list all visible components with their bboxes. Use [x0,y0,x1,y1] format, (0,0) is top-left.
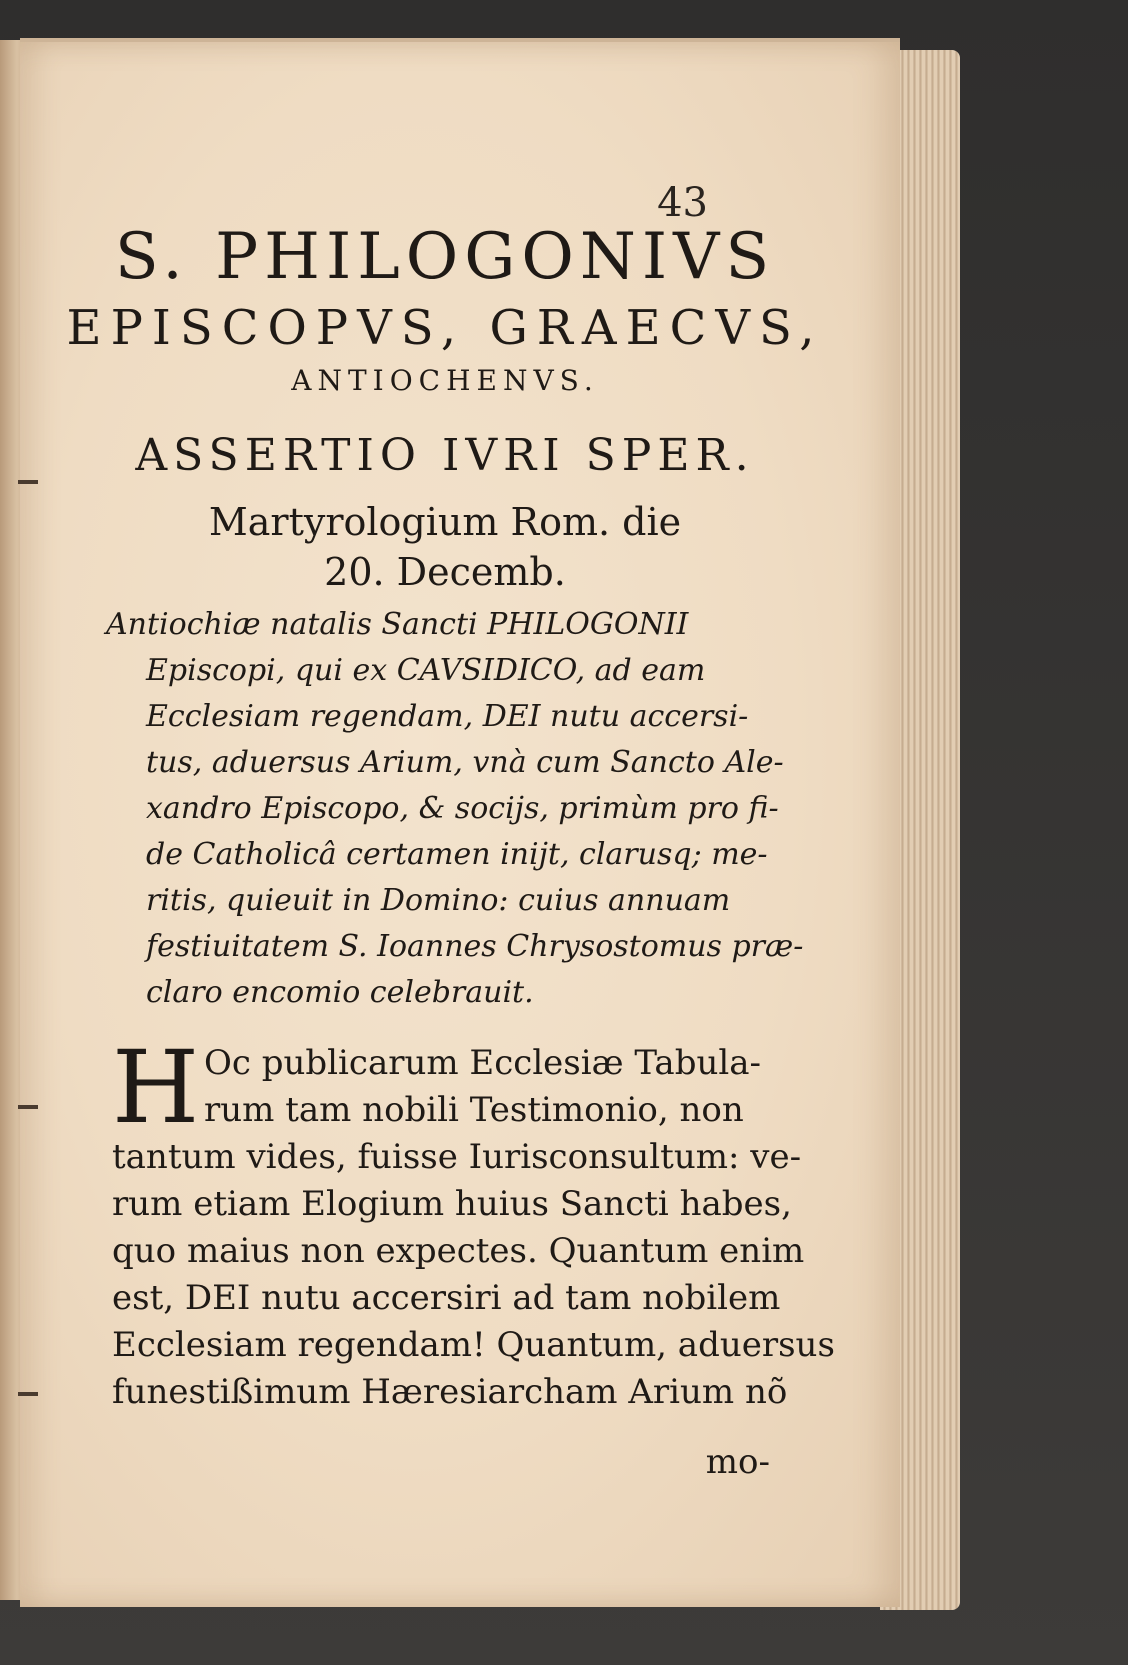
martyrology-quote [106,602,846,1016]
body-line: est, DEI nutu accersiri ad tam nobilem [112,1278,781,1318]
catchword: mo- [705,1442,770,1482]
quote-line: festiuitatem S. Ioannes Chrysostomus præ- [146,929,804,964]
book-page [20,38,900,1607]
title-line-2: EPISCOPVS, GRAECVS, [66,300,824,356]
quote-line: Ecclesiam regendam, DEI nutu accersi- [146,699,749,734]
quote-line: claro encomio celebrauit. [146,975,534,1010]
body-line: rum tam nobili Testimonio, non [204,1090,744,1130]
body-line: Oc publicarum Ecclesiæ Tabula- [204,1043,761,1083]
quote-line: de Catholicâ certamen inijt, clarusq; me- [146,837,768,872]
source-line-1: Martyrologium Rom. die [208,500,682,544]
body-line: quo maius non expectes. Quantum enim [112,1231,805,1271]
body-line: tantum vides, fuisse Iurisconsultum: ve- [112,1137,802,1177]
body-line: Ecclesiam regendam! Quantum, aduersus [112,1325,835,1365]
title-line-3: ANTIOCHENVS. [291,364,599,397]
title-line-1: S. PHILOGONIVS [114,220,776,294]
quote-line: Episcopi, qui ex CAVSIDICO, ad eam [146,653,706,688]
section-heading: ASSERTIO IVRI SPER. [135,430,755,481]
quote-line: Antiochiæ natalis Sancti PHILOGONII [106,607,689,642]
body-line: rum etiam Elogium huius Sancti habes, [112,1184,792,1224]
binding-mark [18,480,38,484]
quote-line: ritis, quieuit in Domino: cuius annuam [146,883,731,918]
page-number: 43 [657,180,708,226]
quote-line: xandro Episcopo, & socijs, primùm pro fi- [146,791,779,826]
binding-mark [18,1392,38,1396]
body-line: funestißimum Hæresiarcham Arium nõ [112,1372,788,1412]
body-text [112,1029,852,1416]
drop-cap: H [112,1029,200,1146]
binding-mark [18,1105,38,1109]
source-line-2: 20. Decemb. [324,550,566,594]
quote-line: tus, aduersus Arium, vnà cum Sancto Ale- [146,745,784,780]
